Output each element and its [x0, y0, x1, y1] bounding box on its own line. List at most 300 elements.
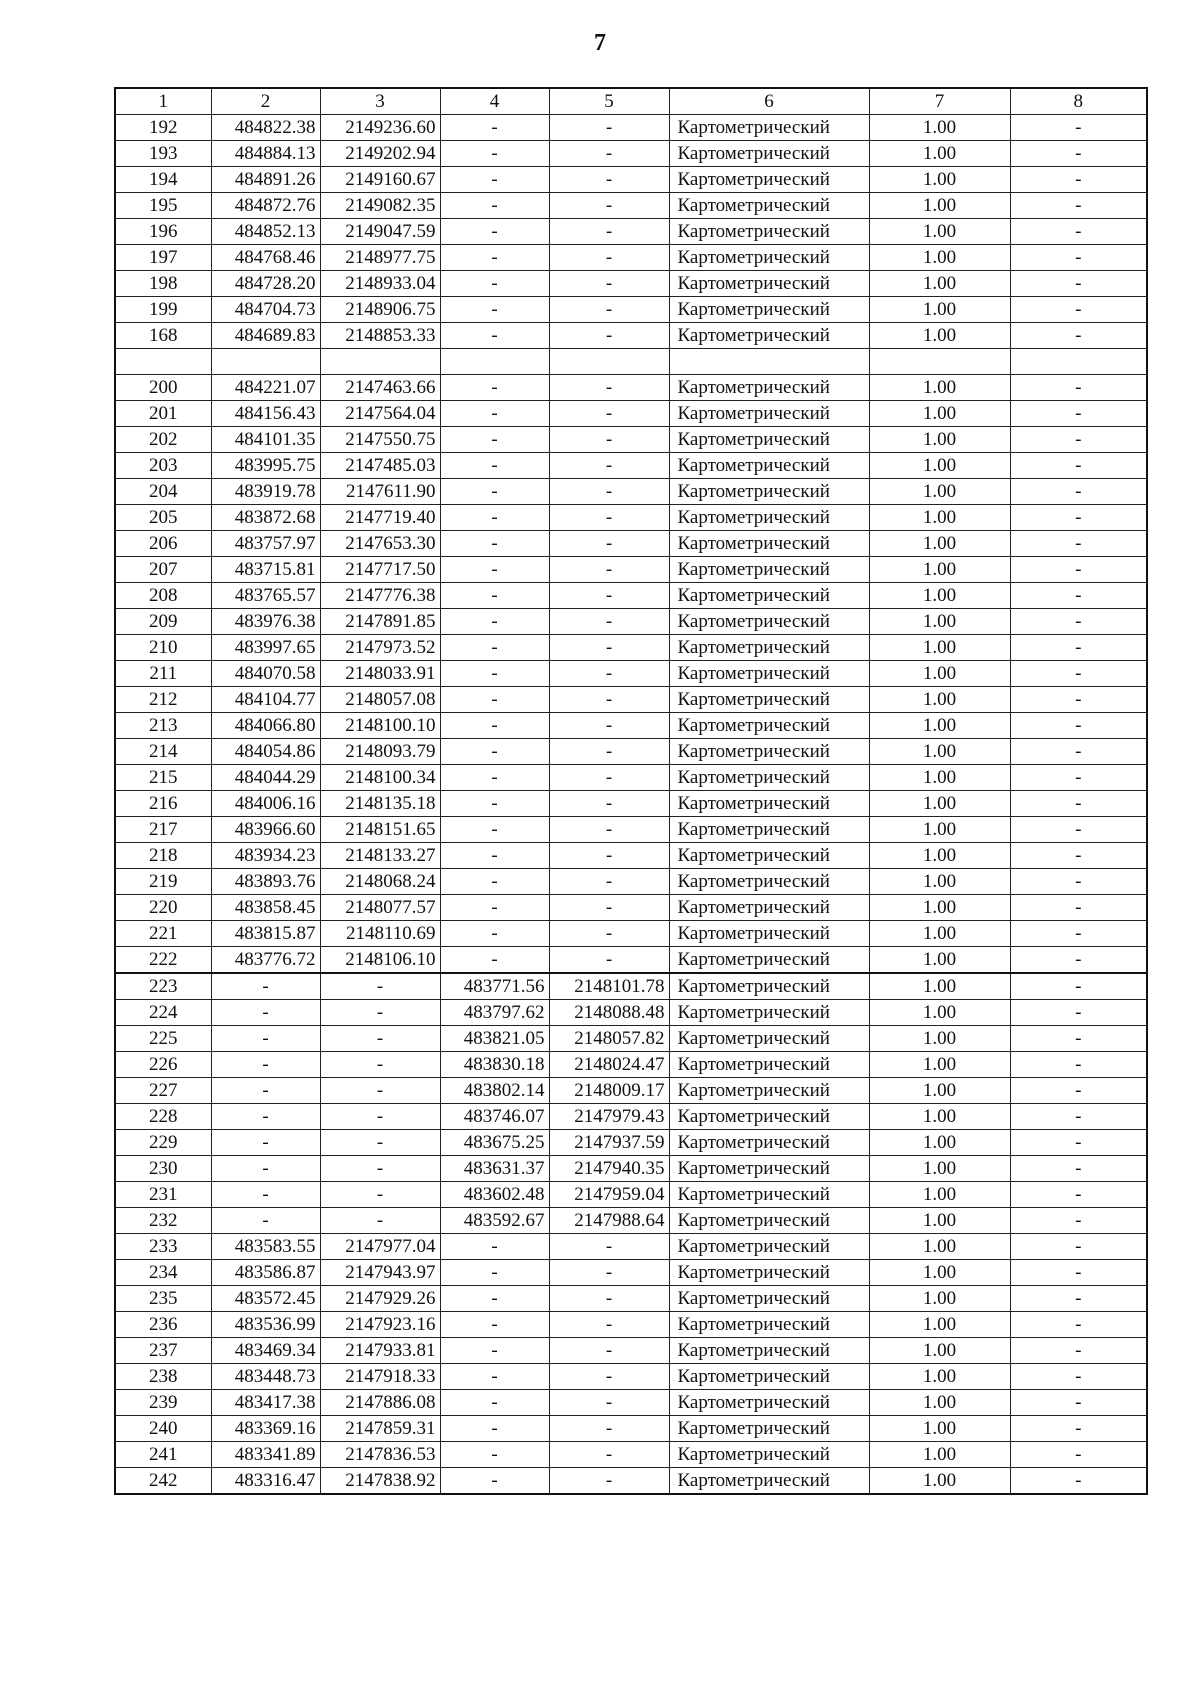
table-row: [115, 427, 1147, 453]
accuracy-cell: [869, 349, 1010, 375]
table-row: [115, 713, 1147, 739]
x-coord-old-cell: 483341.89: [211, 1442, 320, 1468]
accuracy-cell: 1.00: [869, 245, 1010, 271]
notes-cell: -: [1010, 1312, 1147, 1338]
y-coord-new-cell: -: [549, 479, 669, 505]
table-header-row: [115, 88, 1147, 115]
x-coord-new-cell: 483675.25: [440, 1130, 549, 1156]
table-row: [115, 1000, 1147, 1026]
accuracy-cell: 1.00: [869, 1000, 1010, 1026]
x-coord-new-cell: -: [440, 765, 549, 791]
notes-cell: -: [1010, 141, 1147, 167]
x-coord-new-cell: -: [440, 271, 549, 297]
table-row: [115, 401, 1147, 427]
x-coord-old-cell: 484044.29: [211, 765, 320, 791]
x-coord-old-cell: 484884.13: [211, 141, 320, 167]
accuracy-cell: 1.00: [869, 1312, 1010, 1338]
y-coord-old-cell: 2147929.26: [320, 1286, 440, 1312]
notes-cell: -: [1010, 1390, 1147, 1416]
y-coord-old-cell: -: [320, 1130, 440, 1156]
x-coord-old-cell: -: [211, 1104, 320, 1130]
point-number-cell: 168: [115, 323, 211, 349]
notes-cell: -: [1010, 557, 1147, 583]
x-coord-new-cell: -: [440, 323, 549, 349]
point-number-cell: 217: [115, 817, 211, 843]
method-cell: Картометрический: [669, 453, 869, 479]
point-number-cell: 194: [115, 167, 211, 193]
x-coord-old-cell: -: [211, 1078, 320, 1104]
method-cell: Картометрический: [669, 1364, 869, 1390]
accuracy-cell: 1.00: [869, 687, 1010, 713]
x-coord-new-cell: 483797.62: [440, 1000, 549, 1026]
method-cell: Картометрический: [669, 427, 869, 453]
method-cell: Картометрический: [669, 1442, 869, 1468]
x-coord-new-cell: -: [440, 947, 549, 974]
y-coord-old-cell: 2148033.91: [320, 661, 440, 687]
accuracy-cell: 1.00: [869, 1208, 1010, 1234]
table-row: [115, 791, 1147, 817]
x-coord-new-cell: -: [440, 583, 549, 609]
x-coord-new-cell: -: [440, 1364, 549, 1390]
x-coord-old-cell: 484101.35: [211, 427, 320, 453]
x-coord-new-cell: 483830.18: [440, 1052, 549, 1078]
method-cell: Картометрический: [669, 765, 869, 791]
x-coord-old-cell: 483572.45: [211, 1286, 320, 1312]
accuracy-cell: 1.00: [869, 141, 1010, 167]
point-number-cell: 202: [115, 427, 211, 453]
point-number-cell: 203: [115, 453, 211, 479]
y-coord-new-cell: -: [549, 817, 669, 843]
x-coord-old-cell: -: [211, 1208, 320, 1234]
coordinates-table: [114, 87, 1148, 1495]
table-row: [115, 817, 1147, 843]
notes-cell: -: [1010, 843, 1147, 869]
point-number-cell: 216: [115, 791, 211, 817]
y-coord-old-cell: 2147923.16: [320, 1312, 440, 1338]
accuracy-cell: 1.00: [869, 167, 1010, 193]
x-coord-new-cell: -: [440, 531, 549, 557]
y-coord-old-cell: 2148135.18: [320, 791, 440, 817]
y-coord-old-cell: 2148057.08: [320, 687, 440, 713]
x-coord-old-cell: 483586.87: [211, 1260, 320, 1286]
y-coord-new-cell: -: [549, 1286, 669, 1312]
table-row: [115, 1260, 1147, 1286]
x-coord-old-cell: 484728.20: [211, 271, 320, 297]
y-coord-old-cell: -: [320, 1104, 440, 1130]
notes-cell: -: [1010, 193, 1147, 219]
accuracy-cell: 1.00: [869, 1442, 1010, 1468]
point-number-cell: 232: [115, 1208, 211, 1234]
x-coord-new-cell: -: [440, 557, 549, 583]
table-body: [115, 115, 1147, 1495]
point-number-cell: 208: [115, 583, 211, 609]
method-cell: Картометрический: [669, 1312, 869, 1338]
x-coord-new-cell: -: [440, 895, 549, 921]
accuracy-cell: 1.00: [869, 115, 1010, 141]
table-row: [115, 921, 1147, 947]
x-coord-old-cell: 483715.81: [211, 557, 320, 583]
point-number-cell: 218: [115, 843, 211, 869]
method-cell: Картометрический: [669, 1390, 869, 1416]
table-row: [115, 323, 1147, 349]
x-coord-old-cell: 484822.38: [211, 115, 320, 141]
point-number-cell: 206: [115, 531, 211, 557]
x-coord-new-cell: -: [440, 687, 549, 713]
method-cell: Картометрический: [669, 193, 869, 219]
point-number-cell: 242: [115, 1468, 211, 1495]
y-coord-old-cell: -: [320, 1182, 440, 1208]
notes-cell: -: [1010, 1026, 1147, 1052]
point-number-cell: 227: [115, 1078, 211, 1104]
notes-cell: -: [1010, 115, 1147, 141]
x-coord-old-cell: 483858.45: [211, 895, 320, 921]
y-coord-old-cell: 2147933.81: [320, 1338, 440, 1364]
accuracy-cell: 1.00: [869, 271, 1010, 297]
y-coord-old-cell: 2148133.27: [320, 843, 440, 869]
accuracy-cell: 1.00: [869, 375, 1010, 401]
table-row: [115, 453, 1147, 479]
table-row: [115, 115, 1147, 141]
y-coord-old-cell: 2147550.75: [320, 427, 440, 453]
point-number-cell: 230: [115, 1156, 211, 1182]
x-coord-new-cell: 483592.67: [440, 1208, 549, 1234]
table-row: [115, 635, 1147, 661]
point-number-cell: 237: [115, 1338, 211, 1364]
method-cell: Картометрический: [669, 895, 869, 921]
point-number-cell: 236: [115, 1312, 211, 1338]
y-coord-new-cell: -: [549, 219, 669, 245]
accuracy-cell: 1.00: [869, 1338, 1010, 1364]
point-number-cell: 205: [115, 505, 211, 531]
point-number-cell: 195: [115, 193, 211, 219]
y-coord-new-cell: 2147940.35: [549, 1156, 669, 1182]
method-cell: Картометрический: [669, 167, 869, 193]
accuracy-cell: 1.00: [869, 843, 1010, 869]
x-coord-new-cell: 483746.07: [440, 1104, 549, 1130]
table-row: [115, 1442, 1147, 1468]
y-coord-new-cell: -: [549, 921, 669, 947]
method-cell: Картометрический: [669, 1156, 869, 1182]
point-number-cell: 201: [115, 401, 211, 427]
accuracy-cell: 1.00: [869, 1026, 1010, 1052]
point-number-cell: 196: [115, 219, 211, 245]
y-coord-new-cell: -: [549, 609, 669, 635]
y-coord-old-cell: 2148933.04: [320, 271, 440, 297]
point-number-cell: 215: [115, 765, 211, 791]
x-coord-old-cell: 484006.16: [211, 791, 320, 817]
x-coord-old-cell: 484221.07: [211, 375, 320, 401]
notes-cell: -: [1010, 1338, 1147, 1364]
notes-cell: -: [1010, 271, 1147, 297]
y-coord-old-cell: 2147485.03: [320, 453, 440, 479]
notes-cell: -: [1010, 167, 1147, 193]
y-coord-old-cell: 2148100.34: [320, 765, 440, 791]
table-row: [115, 973, 1147, 1000]
notes-cell: -: [1010, 297, 1147, 323]
y-coord-old-cell: 2147859.31: [320, 1416, 440, 1442]
table-row: [115, 1026, 1147, 1052]
x-coord-new-cell: -: [440, 479, 549, 505]
x-coord-new-cell: -: [440, 791, 549, 817]
y-coord-old-cell: 2148151.65: [320, 817, 440, 843]
y-coord-old-cell: 2147918.33: [320, 1364, 440, 1390]
point-number-cell: 221: [115, 921, 211, 947]
y-coord-new-cell: -: [549, 895, 669, 921]
x-coord-old-cell: 483417.38: [211, 1390, 320, 1416]
point-number-cell: 213: [115, 713, 211, 739]
table-row: [115, 1182, 1147, 1208]
x-coord-old-cell: -: [211, 1000, 320, 1026]
y-coord-new-cell: 2147959.04: [549, 1182, 669, 1208]
x-coord-old-cell: -: [211, 1156, 320, 1182]
table-row: [115, 1338, 1147, 1364]
y-coord-old-cell: 2147463.66: [320, 375, 440, 401]
method-cell: Картометрический: [669, 1104, 869, 1130]
point-number-cell: 228: [115, 1104, 211, 1130]
method-cell: Картометрический: [669, 687, 869, 713]
y-coord-new-cell: -: [549, 115, 669, 141]
notes-cell: -: [1010, 583, 1147, 609]
accuracy-cell: 1.00: [869, 531, 1010, 557]
x-coord-old-cell: 484689.83: [211, 323, 320, 349]
y-coord-new-cell: 2147979.43: [549, 1104, 669, 1130]
point-number-cell: 197: [115, 245, 211, 271]
method-cell: Картометрический: [669, 635, 869, 661]
y-coord-new-cell: -: [549, 713, 669, 739]
table-row: [115, 661, 1147, 687]
point-number-cell: 204: [115, 479, 211, 505]
point-number-cell: 211: [115, 661, 211, 687]
method-cell: Картометрический: [669, 1052, 869, 1078]
accuracy-cell: 1.00: [869, 219, 1010, 245]
method-cell: Картометрический: [669, 1234, 869, 1260]
method-cell: Картометрический: [669, 583, 869, 609]
accuracy-cell: 1.00: [869, 427, 1010, 453]
table-row: [115, 739, 1147, 765]
x-coord-old-cell: 484156.43: [211, 401, 320, 427]
x-coord-old-cell: 484066.80: [211, 713, 320, 739]
y-coord-old-cell: 2148077.57: [320, 895, 440, 921]
notes-cell: -: [1010, 1182, 1147, 1208]
y-coord-old-cell: 2149160.67: [320, 167, 440, 193]
table-row: [115, 1052, 1147, 1078]
x-coord-new-cell: -: [440, 1416, 549, 1442]
accuracy-cell: 1.00: [869, 791, 1010, 817]
accuracy-cell: 1.00: [869, 557, 1010, 583]
notes-cell: -: [1010, 245, 1147, 271]
x-coord-old-cell: 483776.72: [211, 947, 320, 974]
x-coord-old-cell: 484768.46: [211, 245, 320, 271]
y-coord-new-cell: -: [549, 1468, 669, 1495]
x-coord-old-cell: 483966.60: [211, 817, 320, 843]
y-coord-new-cell: -: [549, 1390, 669, 1416]
method-cell: Картометрический: [669, 739, 869, 765]
notes-cell: -: [1010, 453, 1147, 479]
x-coord-old-cell: -: [211, 1182, 320, 1208]
table-row: [115, 1156, 1147, 1182]
y-coord-old-cell: -: [320, 1156, 440, 1182]
table-row: [115, 869, 1147, 895]
y-coord-old-cell: 2148110.69: [320, 921, 440, 947]
y-coord-old-cell: -: [320, 1026, 440, 1052]
y-coord-new-cell: 2148009.17: [549, 1078, 669, 1104]
point-number-cell: 209: [115, 609, 211, 635]
y-coord-old-cell: 2149202.94: [320, 141, 440, 167]
column-header-1: 1: [115, 88, 211, 115]
y-coord-old-cell: 2148906.75: [320, 297, 440, 323]
notes-cell: -: [1010, 1416, 1147, 1442]
notes-cell: -: [1010, 375, 1147, 401]
point-number-cell: 219: [115, 869, 211, 895]
x-coord-new-cell: -: [440, 1468, 549, 1495]
column-header-6: 6: [669, 88, 869, 115]
y-coord-old-cell: 2148093.79: [320, 739, 440, 765]
notes-cell: -: [1010, 661, 1147, 687]
y-coord-old-cell: -: [320, 1208, 440, 1234]
table-row: [115, 1208, 1147, 1234]
x-coord-new-cell: -: [440, 167, 549, 193]
method-cell: Картометрический: [669, 323, 869, 349]
notes-cell: -: [1010, 973, 1147, 1000]
column-header-5: 5: [549, 88, 669, 115]
y-coord-new-cell: -: [549, 843, 669, 869]
method-cell: Картометрический: [669, 1208, 869, 1234]
method-cell: Картометрический: [669, 843, 869, 869]
table-row: [115, 843, 1147, 869]
accuracy-cell: 1.00: [869, 1390, 1010, 1416]
accuracy-cell: 1.00: [869, 1182, 1010, 1208]
y-coord-new-cell: -: [549, 635, 669, 661]
accuracy-cell: 1.00: [869, 193, 1010, 219]
x-coord-new-cell: [440, 349, 549, 375]
x-coord-new-cell: -: [440, 1260, 549, 1286]
table-row: [115, 947, 1147, 974]
table-row: [115, 531, 1147, 557]
column-header-7: 7: [869, 88, 1010, 115]
page-number: 7: [594, 30, 606, 56]
method-cell: Картометрический: [669, 1286, 869, 1312]
table-row: [115, 479, 1147, 505]
notes-cell: -: [1010, 1468, 1147, 1495]
method-cell: Картометрический: [669, 401, 869, 427]
accuracy-cell: 1.00: [869, 1468, 1010, 1495]
notes-cell: -: [1010, 323, 1147, 349]
y-coord-new-cell: 2148101.78: [549, 973, 669, 1000]
x-coord-new-cell: -: [440, 401, 549, 427]
x-coord-old-cell: 483765.57: [211, 583, 320, 609]
y-coord-new-cell: -: [549, 1260, 669, 1286]
accuracy-cell: 1.00: [869, 869, 1010, 895]
method-cell: Картометрический: [669, 947, 869, 974]
method-cell: Картометрический: [669, 1468, 869, 1495]
point-number-cell: 241: [115, 1442, 211, 1468]
y-coord-new-cell: -: [549, 791, 669, 817]
y-coord-old-cell: 2147717.50: [320, 557, 440, 583]
column-header-4: 4: [440, 88, 549, 115]
method-cell: Картометрический: [669, 791, 869, 817]
x-coord-old-cell: 484054.86: [211, 739, 320, 765]
table-row: [115, 765, 1147, 791]
point-number-cell: 210: [115, 635, 211, 661]
x-coord-old-cell: 483995.75: [211, 453, 320, 479]
y-coord-old-cell: 2148068.24: [320, 869, 440, 895]
point-number-cell: 233: [115, 1234, 211, 1260]
x-coord-new-cell: -: [440, 1312, 549, 1338]
table-row: [115, 1468, 1147, 1495]
y-coord-old-cell: 2149082.35: [320, 193, 440, 219]
y-coord-new-cell: -: [549, 1364, 669, 1390]
method-cell: Картометрический: [669, 713, 869, 739]
accuracy-cell: 1.00: [869, 453, 1010, 479]
x-coord-new-cell: -: [440, 921, 549, 947]
notes-cell: -: [1010, 687, 1147, 713]
point-number-cell: 226: [115, 1052, 211, 1078]
x-coord-old-cell: 484070.58: [211, 661, 320, 687]
point-number-cell: 199: [115, 297, 211, 323]
table-row: [115, 1078, 1147, 1104]
method-cell: Картометрический: [669, 219, 869, 245]
table-row: [115, 167, 1147, 193]
accuracy-cell: 1.00: [869, 817, 1010, 843]
accuracy-cell: 1.00: [869, 479, 1010, 505]
y-coord-old-cell: 2147973.52: [320, 635, 440, 661]
y-coord-new-cell: -: [549, 453, 669, 479]
accuracy-cell: 1.00: [869, 1260, 1010, 1286]
y-coord-new-cell: -: [549, 531, 669, 557]
y-coord-new-cell: -: [549, 687, 669, 713]
accuracy-cell: 1.00: [869, 921, 1010, 947]
accuracy-cell: 1.00: [869, 583, 1010, 609]
y-coord-old-cell: 2148977.75: [320, 245, 440, 271]
notes-cell: -: [1010, 479, 1147, 505]
y-coord-old-cell: 2147886.08: [320, 1390, 440, 1416]
method-cell: Картометрический: [669, 1416, 869, 1442]
accuracy-cell: 1.00: [869, 505, 1010, 531]
table-row: [115, 1312, 1147, 1338]
method-cell: Картометрический: [669, 1000, 869, 1026]
x-coord-old-cell: 483536.99: [211, 1312, 320, 1338]
y-coord-old-cell: 2147653.30: [320, 531, 440, 557]
column-header-3: 3: [320, 88, 440, 115]
y-coord-new-cell: 2148088.48: [549, 1000, 669, 1026]
point-number-cell: 198: [115, 271, 211, 297]
table-row: [115, 1130, 1147, 1156]
y-coord-new-cell: -: [549, 401, 669, 427]
y-coord-old-cell: 2147977.04: [320, 1234, 440, 1260]
accuracy-cell: 1.00: [869, 635, 1010, 661]
y-coord-new-cell: -: [549, 193, 669, 219]
x-coord-old-cell: -: [211, 973, 320, 1000]
method-cell: Картометрический: [669, 1026, 869, 1052]
x-coord-new-cell: 483631.37: [440, 1156, 549, 1182]
point-number-cell: 200: [115, 375, 211, 401]
x-coord-new-cell: -: [440, 115, 549, 141]
point-number-cell: 222: [115, 947, 211, 974]
y-coord-new-cell: -: [549, 947, 669, 974]
table-row: [115, 895, 1147, 921]
y-coord-old-cell: 2148106.10: [320, 947, 440, 974]
accuracy-cell: 1.00: [869, 401, 1010, 427]
point-number-cell: 224: [115, 1000, 211, 1026]
table-row: [115, 557, 1147, 583]
x-coord-new-cell: -: [440, 375, 549, 401]
point-number-cell: [115, 349, 211, 375]
x-coord-new-cell: -: [440, 219, 549, 245]
y-coord-new-cell: -: [549, 167, 669, 193]
point-number-cell: 234: [115, 1260, 211, 1286]
table-row: [115, 193, 1147, 219]
notes-cell: -: [1010, 1104, 1147, 1130]
